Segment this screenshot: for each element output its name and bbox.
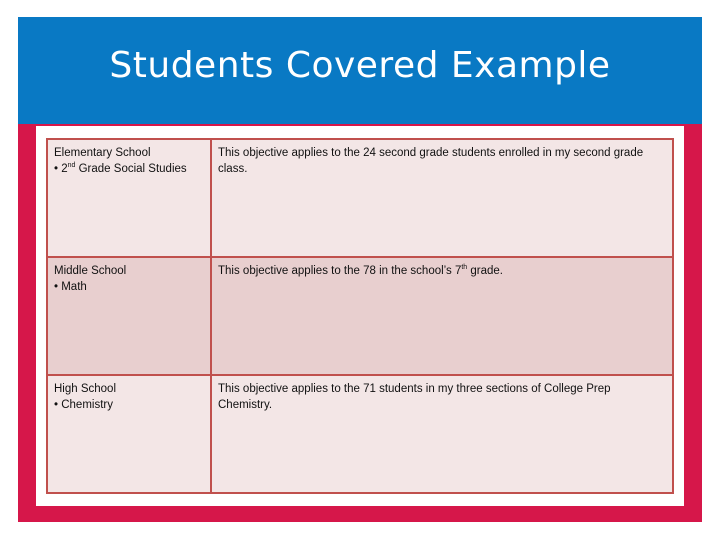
slide-title: Students Covered Example xyxy=(109,45,611,86)
level-cell xyxy=(47,139,211,257)
school-level: Elementary School xyxy=(54,147,151,159)
table-row xyxy=(47,257,673,375)
table-row xyxy=(47,375,673,493)
subject-text: • 2 xyxy=(54,163,68,175)
subject-superscript: nd xyxy=(67,162,76,170)
level-cell xyxy=(47,375,211,493)
title-bar xyxy=(18,17,702,124)
subject-text: • Chemistry xyxy=(54,399,113,411)
description-cell xyxy=(211,375,673,493)
description-text: This objective applies to the 78 in the school’s 7 xyxy=(218,265,462,277)
subject-text-rest: Grade Social Studies xyxy=(75,163,187,175)
description-cell xyxy=(211,257,673,375)
description-text: This objective applies to the 24 second grade students enrolled in my second grade class. xyxy=(218,147,644,175)
level-cell xyxy=(47,257,211,375)
subject-text: • Math xyxy=(54,281,87,293)
students-table xyxy=(46,138,674,494)
description-cell xyxy=(211,139,673,257)
table-row xyxy=(47,139,673,257)
subject-line xyxy=(54,279,204,295)
description-text: This objective applies to the 71 students in my three sections of College Prep Chemistry. xyxy=(218,383,611,411)
school-level: Middle School xyxy=(54,265,127,277)
school-level: High School xyxy=(54,383,117,395)
subject-line xyxy=(54,161,204,177)
description-text-rest: grade. xyxy=(467,265,504,277)
description-superscript: th xyxy=(461,264,468,272)
subject-line xyxy=(54,397,204,413)
